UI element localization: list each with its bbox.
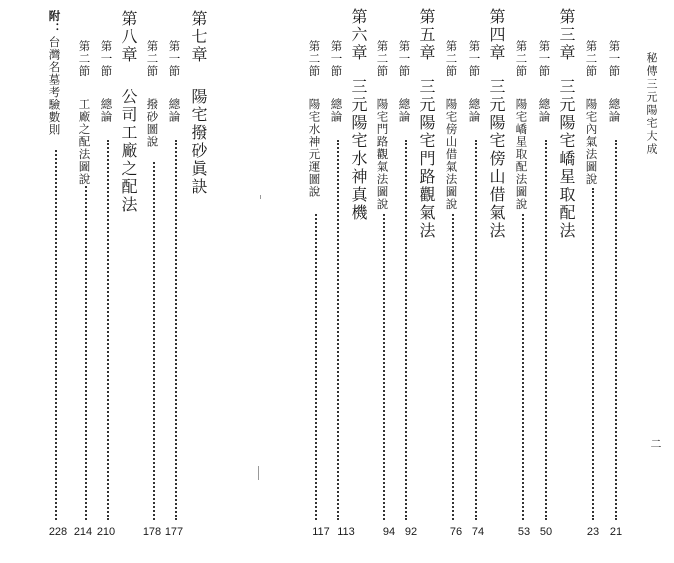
toc-section-number: 第一節 — [607, 40, 622, 78]
toc-leader-dots — [475, 140, 477, 520]
toc-chapter-number: 第七章 — [189, 10, 208, 64]
toc-section-number: 第二節 — [145, 40, 160, 78]
toc-chapter-title: 三元陽宅水神真機 — [349, 78, 368, 222]
toc-chapter-number: 第八章 — [119, 10, 138, 64]
toc-section-number: 第二節 — [444, 40, 459, 78]
toc-section-title: 總論 — [99, 98, 114, 123]
toc-section-title: 總論 — [167, 98, 182, 123]
left-page — [0, 0, 310, 563]
toc-leader-dots — [55, 150, 57, 520]
toc-section-title: 陽宅水神元運圖說 — [307, 98, 322, 198]
toc-page-number: 92 — [404, 526, 418, 538]
toc-section-number: 第二節 — [375, 40, 390, 78]
toc-section-title: 陽宅嶠星取配法圖說 — [514, 98, 529, 211]
toc-leader-dots — [545, 140, 547, 520]
toc-chapter-number: 第四章 — [487, 8, 506, 62]
toc-leader-dots — [522, 214, 524, 520]
toc-section-title: 撥砂圖說 — [145, 98, 160, 148]
toc-page-number: 94 — [382, 526, 396, 538]
toc-page-number: 178 — [142, 526, 162, 538]
toc-chapter-title: 三元陽宅門路觀氣法 — [417, 78, 436, 240]
toc-chapter-number: 第五章 — [417, 8, 436, 62]
toc-chapter-title: 三元陽宅傍山借氣法 — [487, 78, 506, 240]
toc-section-title: 總論 — [329, 98, 344, 123]
toc-leader-dots — [452, 214, 454, 520]
toc-leader-dots — [175, 140, 177, 520]
toc-page-number: 50 — [539, 526, 553, 538]
toc-chapter-number: 第六章 — [349, 8, 368, 62]
toc-section-number: 第一節 — [167, 40, 182, 78]
toc-section-number: 第二節 — [584, 40, 599, 78]
toc-page-number: 117 — [312, 526, 330, 538]
toc-chapter-title: 陽宅撥砂眞訣 — [189, 88, 208, 196]
toc-chapter-number: 第三章 — [557, 8, 576, 62]
toc-page-number: 210 — [96, 526, 116, 538]
toc-page-number: 21 — [609, 526, 623, 538]
toc-page-number: 23 — [586, 526, 600, 538]
toc-chapter-title: 公司工廠之配法 — [119, 88, 138, 214]
toc-page-number: 113 — [337, 526, 355, 538]
toc-appendix-title: 台灣名墓考驗數則 — [47, 36, 62, 136]
toc-page-number: 177 — [164, 526, 184, 538]
toc-section-title: 工廠之配法圖說 — [77, 98, 92, 186]
toc-section-number: 第一節 — [397, 40, 412, 78]
toc-page-number: 53 — [517, 526, 531, 538]
toc-leader-dots — [107, 140, 109, 520]
toc-section-title: 總論 — [537, 98, 552, 123]
toc-section-title: 總論 — [607, 98, 622, 123]
toc-page-number: 76 — [449, 526, 463, 538]
toc-section-number: 第二節 — [77, 40, 92, 78]
toc-page-number: 214 — [73, 526, 93, 538]
toc-section-title: 總論 — [467, 98, 482, 123]
toc-section-number: 第一節 — [467, 40, 482, 78]
toc-leader-dots — [383, 214, 385, 520]
toc-appendix-label: 附： — [47, 10, 62, 35]
folio-number: 二 — [649, 438, 662, 451]
running-header: 秘傳三元陽宅大成 — [645, 52, 658, 156]
toc-section-title: 陽宅門路觀氣法圖說 — [375, 98, 390, 211]
toc-leader-dots — [615, 140, 617, 520]
toc-section-title: 陽宅傍山借氣法圖說 — [444, 98, 459, 211]
toc-section-number: 第一節 — [99, 40, 114, 78]
toc-leader-dots — [405, 140, 407, 520]
toc-page-number: 228 — [48, 526, 68, 538]
right-page — [300, 0, 674, 563]
toc-chapter-title: 三元陽宅嶠星取配法 — [557, 78, 576, 240]
toc-section-number: 第二節 — [307, 40, 322, 78]
toc-leader-dots — [592, 188, 594, 520]
toc-section-title: 總論 — [397, 98, 412, 123]
toc-section-number: 第一節 — [329, 40, 344, 78]
toc-leader-dots — [153, 162, 155, 520]
toc-section-title: 陽宅內氣法圖說 — [584, 98, 599, 186]
toc-section-number: 第二節 — [514, 40, 529, 78]
toc-leader-dots — [85, 186, 87, 520]
toc-page-number: 74 — [471, 526, 485, 538]
toc-section-number: 第一節 — [537, 40, 552, 78]
toc-leader-dots — [315, 214, 317, 520]
toc-leader-dots — [337, 140, 339, 520]
